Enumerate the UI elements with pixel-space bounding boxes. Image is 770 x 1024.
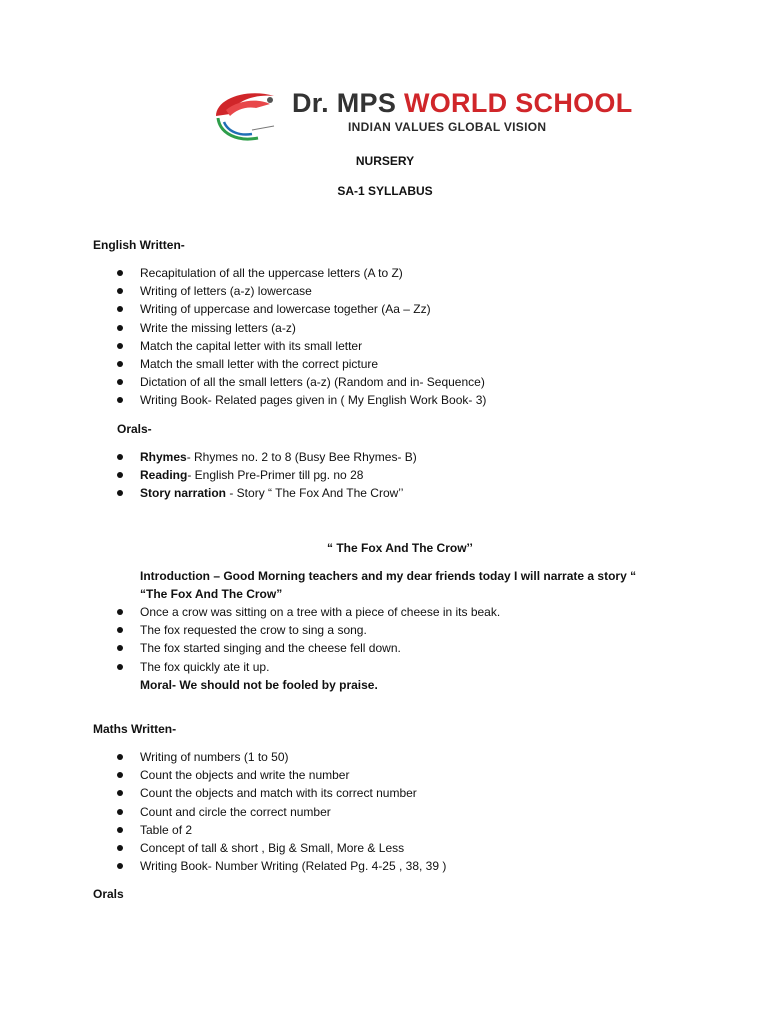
list-item: Count and circle the correct number (0, 803, 446, 821)
list-item: Story narration - Story “ The Fox And The Crow’’ (0, 484, 417, 502)
syllabus-title: SA-1 SYLLABUS (337, 184, 433, 198)
school-tagline: INDIAN VALUES GLOBAL VISION (348, 120, 547, 134)
bullet-icon (117, 343, 123, 349)
bullet-icon (117, 754, 123, 760)
bullet-icon (117, 645, 123, 651)
list-item: Once a crow was sitting on a tree with a piece of cheese in its beak. (0, 603, 500, 621)
english-written-list (0, 264, 486, 410)
english-orals-heading: Orals- (117, 422, 152, 436)
english-written-heading: English Written- (93, 238, 185, 252)
bullet-icon (117, 361, 123, 367)
list-item: The fox requested the crow to sing a song. (0, 621, 500, 639)
list-item: Count the objects and write the number (0, 766, 446, 784)
bullet-icon (117, 397, 123, 403)
list-item: The fox started singing and the cheese fell down. (0, 639, 500, 657)
bullet-icon (117, 454, 123, 460)
list-item: Writing of uppercase and lowercase together (Aa – Zz) (0, 300, 486, 318)
story-points-list (0, 603, 500, 676)
bullet-icon (117, 379, 123, 385)
list-item: Count the objects and match with its correct number (0, 784, 446, 802)
bullet-icon (117, 845, 123, 851)
bullet-icon (117, 270, 123, 276)
bullet-icon (117, 863, 123, 869)
list-item: Concept of tall & short , Big & Small, More & Less (0, 839, 446, 857)
story-intro-line-1: Introduction – Good Morning teachers and my dear friends today I will narrate a story “ (140, 569, 637, 583)
bullet-icon (117, 827, 123, 833)
list-item: Write the missing letters (a-z) (0, 319, 486, 337)
maths-written-heading: Maths Written- (93, 722, 177, 736)
bullet-icon (117, 627, 123, 633)
english-orals-list (0, 448, 417, 503)
list-item: Table of 2 (0, 821, 446, 839)
bullet-icon (117, 809, 123, 815)
bullet-icon (117, 472, 123, 478)
maths-orals-heading: Orals (93, 887, 124, 901)
list-item: Writing of numbers (1 to 50) (0, 748, 446, 766)
bullet-icon (117, 306, 123, 312)
list-item: Writing Book- Related pages given in ( My English Work Book- 3) (0, 391, 486, 409)
list-item: Recapitulation of all the uppercase letters (A to Z) (0, 264, 486, 282)
list-item: Match the small letter with the correct picture (0, 355, 486, 373)
list-item: Reading- English Pre-Primer till pg. no 28 (0, 466, 417, 484)
story-title: “ The Fox And The Crow’’ (327, 541, 473, 555)
bullet-icon (117, 609, 123, 615)
bullet-icon (117, 325, 123, 331)
maths-written-list (0, 748, 446, 875)
bullet-icon (117, 490, 123, 496)
bullet-icon (117, 790, 123, 796)
bullet-icon (117, 664, 123, 670)
list-item: Writing Book- Number Writing (Related Pg. 4-25 , 38, 39 ) (0, 857, 446, 875)
list-item: Dictation of all the small letters (a-z) (Random and in- Sequence) (0, 373, 486, 391)
bullet-icon (117, 288, 123, 294)
bullet-icon (117, 772, 123, 778)
school-logo (208, 86, 633, 146)
story-intro-line-2: “The Fox And The Crow” (140, 587, 283, 601)
story-moral: Moral- We should not be fooled by praise. (140, 678, 378, 692)
list-item: Match the capital letter with its small letter (0, 337, 486, 355)
list-item: The fox quickly ate it up. (0, 658, 500, 676)
list-item: Writing of letters (a-z) lowercase (0, 282, 486, 300)
list-item: Rhymes- Rhymes no. 2 to 8 (Busy Bee Rhymes- B) (0, 448, 417, 466)
school-name: Dr. MPS WORLD SCHOOL (292, 88, 633, 118)
class-title: NURSERY (355, 154, 415, 168)
school-emblem-icon (208, 86, 288, 146)
